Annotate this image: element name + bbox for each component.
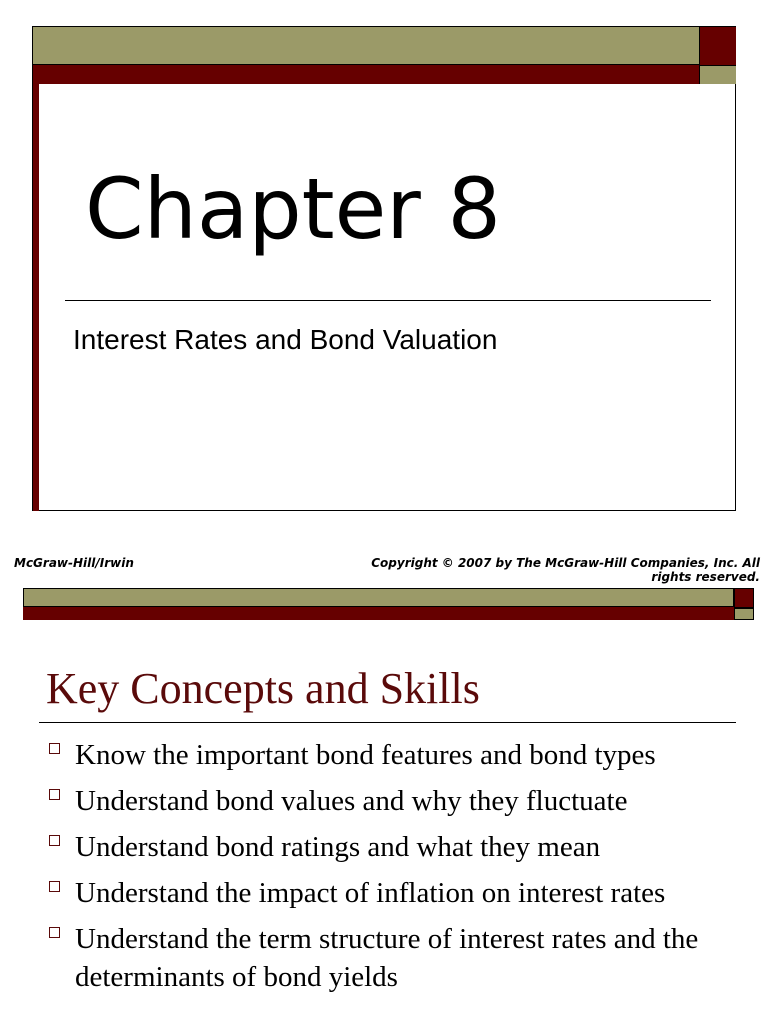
square-bullet-icon <box>49 743 60 754</box>
bullet-list <box>48 736 738 1004</box>
footer-copyright-area <box>330 556 762 584</box>
bullet-text: Know the important bond features and bond types <box>75 739 656 771</box>
square-bullet-icon <box>49 835 60 846</box>
slide-title: Key Concepts and Skills <box>46 664 480 713</box>
bullet-text: Understand the term structure of interest rates and the determinants of bond yields <box>75 923 699 993</box>
bullet-text: Understand bond ratings and what they mean <box>75 831 601 863</box>
header-red-bar <box>33 65 699 84</box>
key-concepts-slide <box>23 588 754 1024</box>
list-item <box>48 874 738 912</box>
title-divider <box>65 300 711 301</box>
list-item <box>48 782 738 820</box>
chapter-subtitle: Interest Rates and Bond Valuation <box>73 324 498 355</box>
corner-red-square <box>699 27 736 65</box>
bullet-text: Understand the impact of inflation on interest rates <box>75 877 666 909</box>
footer-publisher: McGraw-Hill/Irwin <box>14 556 134 570</box>
square-bullet-icon <box>49 881 60 892</box>
bullet-text: Understand bond values and why they fluctuate <box>75 785 628 817</box>
corner-olive-square <box>734 608 754 620</box>
corner-red-square <box>734 588 754 608</box>
title-divider <box>39 722 736 723</box>
header-olive-bar <box>33 27 699 65</box>
square-bullet-icon <box>49 789 60 800</box>
left-accent-stripe <box>33 84 39 511</box>
corner-olive-square <box>699 65 736 84</box>
header-olive-bar <box>23 588 734 607</box>
header-red-bar <box>23 607 734 620</box>
list-item <box>48 828 738 866</box>
square-bullet-icon <box>49 927 60 938</box>
footer-copyright: Copyright © 2007 by The McGraw-Hill Companies, Inc. All rights reserved. <box>371 556 760 584</box>
chapter-title: Chapter 8 <box>85 160 501 258</box>
list-item <box>48 736 738 774</box>
chapter-title-slide <box>32 26 736 511</box>
list-item <box>48 920 738 996</box>
